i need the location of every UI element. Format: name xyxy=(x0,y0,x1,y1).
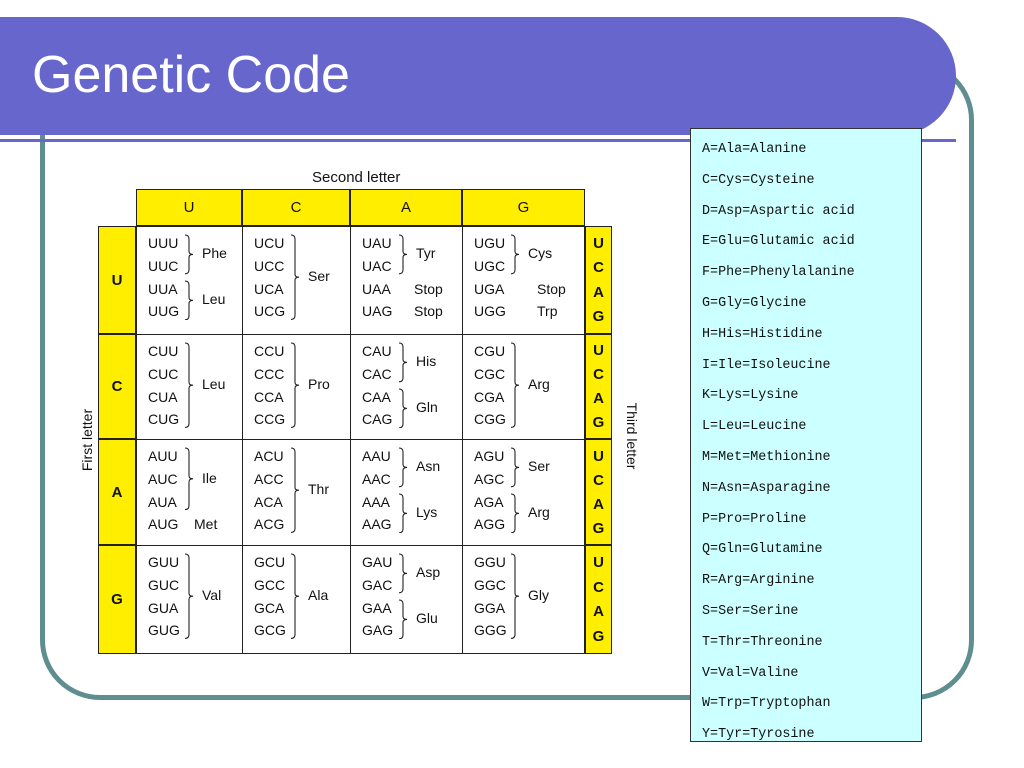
codon-gga: GGA xyxy=(474,599,506,616)
codon-auc: AUC xyxy=(148,470,178,487)
codon-aaa: AAA xyxy=(362,493,391,510)
codon-acu: ACU xyxy=(254,448,284,464)
first-letter-header-g: G xyxy=(98,545,136,654)
row-divider xyxy=(98,545,612,546)
codon-gug: GUG xyxy=(148,622,180,639)
amino-acid-met: Met xyxy=(194,516,218,533)
third-letter-u: U xyxy=(593,553,604,571)
brace-his xyxy=(398,342,408,383)
legend-item: Y=Tyr=Tyrosine xyxy=(702,727,815,743)
second-letter-header-g: G xyxy=(462,189,585,226)
codon-ucu: UCU xyxy=(254,235,285,251)
amino-acid-legend xyxy=(690,128,922,742)
codon-aac: AAC xyxy=(362,470,391,487)
amino-acid-stop: Stop xyxy=(537,280,566,297)
legend-item: R=Arg=Arginine xyxy=(702,573,815,589)
codon-ugu: UGU xyxy=(474,235,506,251)
codon-ugc: UGC xyxy=(474,257,506,274)
codon-gua: GUA xyxy=(148,599,179,616)
codon-gcg: GCG xyxy=(254,622,286,639)
brace-tyr xyxy=(398,234,408,275)
brace-cys xyxy=(510,234,520,275)
third-letter-column-4 xyxy=(585,545,612,654)
codon-gau: GAU xyxy=(362,554,393,570)
codon-gag: GAG xyxy=(362,622,394,639)
third-letter-c: C xyxy=(593,366,604,384)
codon-acc: ACC xyxy=(254,470,284,487)
second-letter-label: Second letter xyxy=(312,169,401,186)
amino-acid-ile: Ile xyxy=(202,469,217,486)
codon-uuc: UUC xyxy=(148,257,179,274)
legend-item: P=Pro=Proline xyxy=(702,511,807,527)
third-letter-g: G xyxy=(592,519,605,537)
brace-gln xyxy=(398,388,408,429)
second-letter-header-u: U xyxy=(136,189,242,226)
codon-gcu: GCU xyxy=(254,554,286,570)
amino-acid-asp: Asp xyxy=(416,564,441,581)
third-letter-u: U xyxy=(593,342,604,360)
amino-acid-leu: Leu xyxy=(202,291,226,307)
amino-acid-stop: Stop xyxy=(414,303,443,320)
brace-asn xyxy=(398,447,408,488)
brace-ile xyxy=(184,447,194,511)
amino-acid-cys: Cys xyxy=(528,245,553,262)
brace-thr xyxy=(290,447,300,533)
codon-aag: AAG xyxy=(362,516,392,533)
brace-val xyxy=(184,553,194,639)
legend-item: F=Phe=Phenylalanine xyxy=(702,265,855,281)
codon-ucc: UCC xyxy=(254,257,285,274)
legend-item: I=Ile=Isoleucine xyxy=(702,357,831,373)
codon-agu: AGU xyxy=(474,448,505,464)
column-divider xyxy=(242,189,243,654)
brace-pro xyxy=(290,342,300,428)
amino-acid-his: His xyxy=(416,353,437,370)
codon-ccg: CCG xyxy=(254,411,286,428)
third-letter-u: U xyxy=(593,234,604,252)
legend-item: G=Gly=Glycine xyxy=(702,295,807,311)
codon-cuu: CUU xyxy=(148,343,179,359)
amino-acid-gln: Gln xyxy=(416,399,438,415)
second-letter-header-c: C xyxy=(242,189,350,226)
third-letter-g: G xyxy=(592,413,605,431)
legend-item: V=Val=Valine xyxy=(702,665,799,681)
codon-uaa: UAA xyxy=(362,280,391,297)
codon-cac: CAC xyxy=(362,365,392,382)
column-divider xyxy=(462,189,463,654)
codon-aga: AGA xyxy=(474,493,504,510)
third-letter-column-2 xyxy=(585,334,612,439)
legend-item: Q=Gln=Glutamine xyxy=(702,542,823,558)
brace-leu xyxy=(184,342,194,428)
codon-uga: UGA xyxy=(474,280,505,297)
legend-item: C=Cys=Cysteine xyxy=(702,172,815,188)
codon-cuc: CUC xyxy=(148,365,179,382)
amino-acid-phe: Phe xyxy=(202,245,227,262)
third-letter-label: Third letter xyxy=(624,402,640,470)
slide-title: Genetic Code xyxy=(32,46,350,104)
amino-acid-pro: Pro xyxy=(308,376,330,393)
codon-ucg: UCG xyxy=(254,303,286,320)
third-letter-column-3 xyxy=(585,439,612,545)
brace-gly xyxy=(510,553,520,639)
codon-uua: UUA xyxy=(148,280,178,297)
codon-aug: AUG xyxy=(148,516,179,533)
third-letter-a: A xyxy=(593,495,604,513)
legend-item: D=Asp=Aspartic acid xyxy=(702,203,855,219)
third-letter-c: C xyxy=(593,471,604,489)
legend-item: W=Trp=Tryptophan xyxy=(702,696,831,712)
brace-ala xyxy=(290,553,300,639)
legend-item: E=Glu=Glutamic acid xyxy=(702,234,855,250)
amino-acid-ser: Ser xyxy=(308,268,330,285)
codon-cgu: CGU xyxy=(474,343,506,359)
amino-acid-stop: Stop xyxy=(414,280,443,297)
codon-guc: GUC xyxy=(148,576,180,593)
brace-ser xyxy=(510,447,520,488)
legend-item: A=Ala=Alanine xyxy=(702,142,807,157)
first-letter-header-c: C xyxy=(98,334,136,439)
third-letter-a: A xyxy=(593,283,604,301)
amino-acid-ser: Ser xyxy=(528,458,550,475)
first-letter-header-a: A xyxy=(98,439,136,545)
codon-ggg: GGG xyxy=(474,622,507,639)
codon-aca: ACA xyxy=(254,493,283,510)
legend-item: H=His=Histidine xyxy=(702,326,823,342)
brace-arg xyxy=(510,493,520,534)
codon-gac: GAC xyxy=(362,576,393,593)
codon-cua: CUA xyxy=(148,388,178,405)
codon-auu: AUU xyxy=(148,448,178,464)
codon-agg: AGG xyxy=(474,516,506,533)
legend-item: M=Met=Methionine xyxy=(702,449,831,465)
codon-aau: AAU xyxy=(362,448,391,464)
row-divider xyxy=(98,334,612,335)
codon-aua: AUA xyxy=(148,493,177,510)
codon-cau: CAU xyxy=(362,343,392,359)
legend-item: N=Asn=Asparagine xyxy=(702,480,831,496)
amino-acid-trp: Trp xyxy=(537,303,558,320)
legend-item: T=Thr=Threonine xyxy=(702,634,823,650)
third-letter-a: A xyxy=(593,389,604,407)
brace-asp xyxy=(398,553,408,594)
codon-guu: GUU xyxy=(148,554,180,570)
codon-gaa: GAA xyxy=(362,599,392,616)
codon-cca: CCA xyxy=(254,388,284,405)
brace-leu xyxy=(184,280,194,321)
row-divider xyxy=(98,439,612,440)
codon-ugg: UGG xyxy=(474,303,506,320)
third-letter-u: U xyxy=(593,447,604,465)
column-divider xyxy=(350,189,351,654)
codon-ccc: CCC xyxy=(254,365,285,382)
legend-item: K=Lys=Lysine xyxy=(702,388,799,404)
legend-item: L=Leu=Leucine xyxy=(702,419,807,435)
codon-uca: UCA xyxy=(254,280,284,297)
amino-acid-val: Val xyxy=(202,587,222,604)
brace-phe xyxy=(184,234,194,275)
codon-ggc: GGC xyxy=(474,576,506,593)
first-letter-header-u: U xyxy=(98,226,136,334)
codon-caa: CAA xyxy=(362,388,391,405)
third-letter-a: A xyxy=(593,603,604,621)
first-letter-label: First letter xyxy=(79,408,95,472)
codon-uac: UAC xyxy=(362,257,392,274)
codon-uau: UAU xyxy=(362,235,392,251)
brace-glu xyxy=(398,599,408,640)
third-letter-column-1 xyxy=(585,226,612,334)
amino-acid-asn: Asn xyxy=(416,458,441,475)
codon-uug: UUG xyxy=(148,303,180,320)
third-letter-c: C xyxy=(593,578,604,596)
legend-item: S=Ser=Serine xyxy=(702,603,799,619)
codon-acg: ACG xyxy=(254,516,285,533)
codon-cag: CAG xyxy=(362,411,393,428)
second-letter-header-a: A xyxy=(350,189,462,226)
amino-acid-tyr: Tyr xyxy=(416,245,436,262)
third-letter-c: C xyxy=(593,259,604,277)
brace-ser xyxy=(290,234,300,320)
brace-arg xyxy=(510,342,520,428)
amino-acid-arg: Arg xyxy=(528,376,550,393)
codon-gcc: GCC xyxy=(254,576,286,593)
codon-ccu: CCU xyxy=(254,343,285,359)
codon-uag: UAG xyxy=(362,303,393,320)
codon-gca: GCA xyxy=(254,599,285,616)
amino-acid-glu: Glu xyxy=(416,610,438,626)
amino-acid-ala: Ala xyxy=(308,587,329,604)
codon-cgc: CGC xyxy=(474,365,506,382)
brace-lys xyxy=(398,493,408,534)
codon-agc: AGC xyxy=(474,470,505,487)
amino-acid-lys: Lys xyxy=(416,504,438,520)
amino-acid-gly: Gly xyxy=(528,587,549,604)
codon-uuu: UUU xyxy=(148,235,179,251)
codon-cga: CGA xyxy=(474,388,505,405)
codon-cug: CUG xyxy=(148,411,180,428)
amino-acid-leu: Leu xyxy=(202,376,226,393)
third-letter-g: G xyxy=(592,308,605,326)
amino-acid-thr: Thr xyxy=(308,481,329,498)
row-divider xyxy=(136,226,585,227)
codon-ggu: GGU xyxy=(474,554,506,570)
codon-cgg: CGG xyxy=(474,411,506,428)
third-letter-g: G xyxy=(592,628,605,646)
amino-acid-arg: Arg xyxy=(528,504,550,520)
